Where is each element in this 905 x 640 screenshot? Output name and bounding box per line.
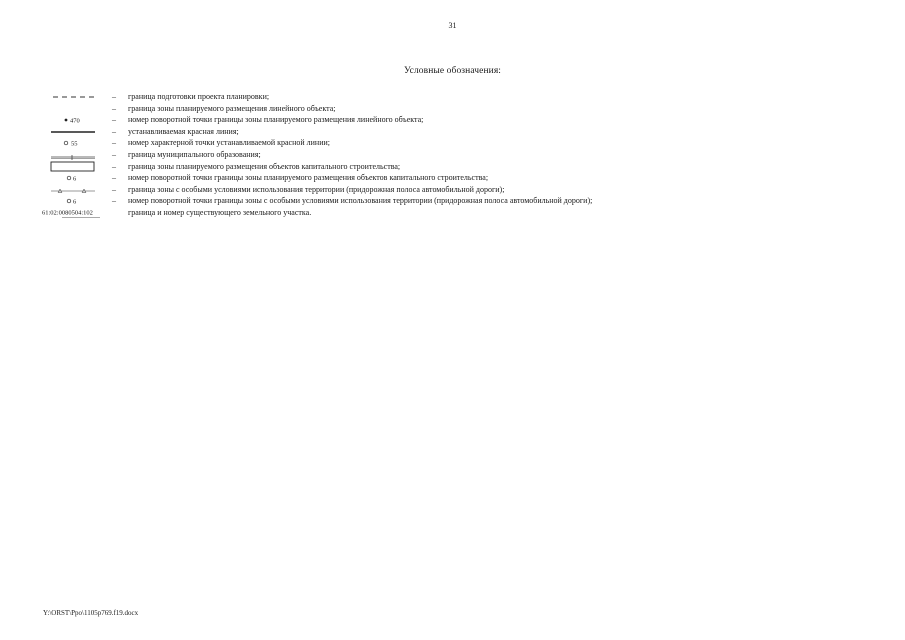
symbol-label: 61:02:0080504:102 [42, 209, 93, 217]
dashed-line-icon [36, 91, 110, 103]
legend-dash: – [112, 161, 116, 171]
blank-symbol [36, 103, 110, 115]
solid-line-icon [36, 126, 110, 138]
legend-item [36, 172, 876, 184]
legend-item [36, 91, 876, 103]
boundary-line-icon [36, 149, 110, 161]
legend-item [36, 207, 876, 219]
triangle-line-icon [36, 184, 110, 196]
legend-text: граница и номер существующего земельного участка. [128, 207, 312, 217]
legend-dash: – [112, 173, 116, 183]
legend-text: номер поворотной точки границы зоны планируемого размещения линейного объекта; [128, 115, 424, 125]
legend-dash: – [112, 103, 116, 113]
legend-text: граница зоны планируемого размещения линейного объекта; [128, 103, 336, 113]
rectangle-icon [36, 161, 110, 173]
legend-dash: – [112, 115, 116, 125]
legend-dash: – [112, 196, 116, 206]
legend-title: Условные обозначения: [403, 66, 502, 76]
legend-text: граница зоны с особыми условиями использования территории (придорожная полоса автомобильной дороги); [128, 184, 505, 194]
legend-text: номер поворотной точки границы зоны планируемого размещения объектов капитального строительства; [128, 173, 489, 183]
circle-point-icon [36, 137, 110, 149]
footer-file-path: Y:\ORST\Ppo\1105p769.f19.docx [43, 609, 139, 617]
legend-text: номер поворотной точки границы зоны с особыми условиями использования территории (придорожная полоса автомобильной дороги); [128, 196, 593, 206]
legend-text: номер характерной точки устанавливаемой красной линии; [128, 138, 330, 148]
legend-text: граница подготовки проекта планировки; [128, 92, 270, 101]
legend-dash: – [112, 126, 116, 136]
dot-point-icon [36, 114, 110, 126]
legend-dash: – [112, 138, 116, 148]
legend-item [36, 161, 876, 173]
legend-text: граница муниципального образования; [128, 149, 261, 159]
legend-item [36, 114, 876, 126]
page-number: 31 [448, 21, 457, 30]
legend-dash: – [112, 92, 116, 101]
legend-text: граница зоны планируемого размещения объектов капитального строительства; [128, 161, 401, 171]
circle-point-icon [36, 172, 110, 184]
legend-item [36, 103, 876, 115]
symbol-label: 6 [73, 198, 77, 206]
legend-item [36, 195, 876, 207]
legend-item [36, 184, 876, 196]
legend-item [36, 137, 876, 149]
circle-point-icon [36, 195, 110, 207]
legend-dash: – [112, 149, 116, 159]
legend-item [36, 149, 876, 161]
symbol-label: 470 [70, 117, 80, 125]
legend-item [36, 126, 876, 138]
legend-text: устанавливаемая красная линия; [128, 126, 239, 136]
symbol-label: 55 [71, 140, 78, 148]
symbol-label: 6 [73, 175, 77, 183]
legend-dash: – [112, 184, 116, 194]
parcel-label-icon [36, 207, 110, 219]
legend-list [36, 91, 876, 219]
